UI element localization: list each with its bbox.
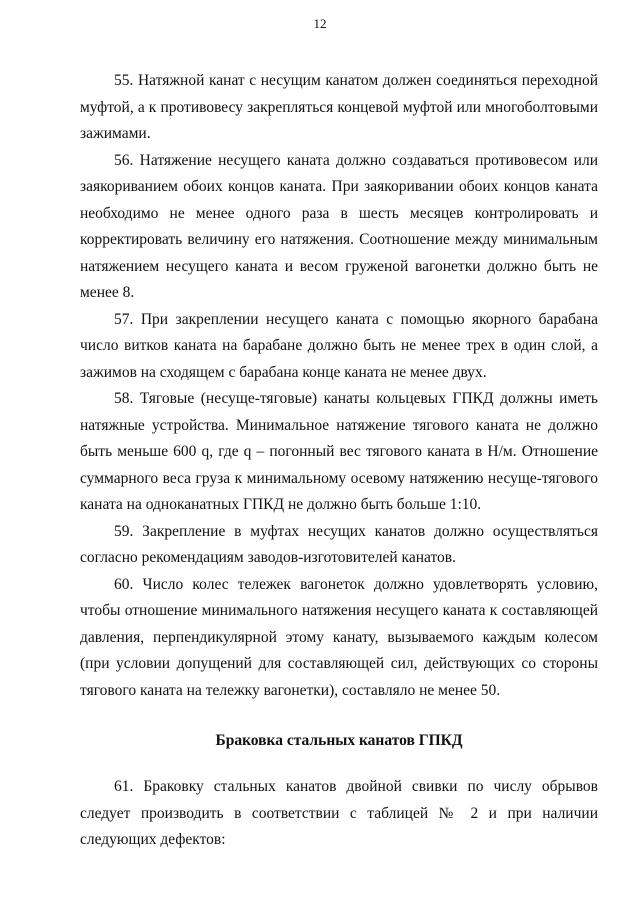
page-number: 12 — [313, 16, 327, 31]
paragraph-55: 55. Натяжной канат с несущим канатом должен соединяться переходной муфтой, а к противовесу закрепляться концевой муфтой или многоболтовыми зажимами. — [80, 72, 598, 142]
paragraph-56: 56. Натяжение несущего каната должно создаваться противовесом или заякориванием обоих концов каната. При заякоривании обоих концов каната необходимо не менее одного раза в шесть месяцев контролировать и корректировать величину его натяжения. Соотношение между минимальным натяжением несущего каната и весом груженой вагонетки должно быть не менее 8. — [80, 151, 598, 301]
paragraph-61: 61. Браковку стальных канатов двойной свивки по числу обрывов следует производить в соответствии с таблицей № 2 и при наличии следующих дефектов: — [80, 778, 598, 848]
paragraph-58: 58. Тяговые (несуще-тяговые) канаты кольцевых ГПКД должны иметь натяжные устройства. Минимальное натяжение тягового каната не должно быть меньше 600 q, где q – погонный вес тягового каната в Н/м. Отношение суммарного веса груза к минимальному осевому натяжению несуще-тягового каната на одноканатных ГПКД не должно быть больше 1:10. — [80, 390, 598, 513]
paragraph-60: 60. Число колес тележек вагонеток должно удовлетворять условию, чтобы отношение минимального натяжения несущего каната к составляющей давления, перпендикулярной этому канату, вызываемого каждым колесом (при условии допущений для составляющей сил, действующих со стороны тягового каната на тележку вагонетки), составляло не менее 50. — [80, 575, 598, 699]
section-heading: Браковка стальных канатов ГПКД — [215, 732, 463, 749]
paragraph-57: 57. При закреплении несущего каната с помощью якорного барабана число витков каната на барабане должно быть не менее трех в один слой, а зажимов на сходящем с барабана конце каната не менее двух. — [80, 310, 598, 381]
document-body — [80, 68, 598, 854]
paragraph-59: 59. Закрепление в муфтах несущих канатов должно осуществляться согласно рекомендациям заводов-изготовителей канатов. — [80, 522, 598, 566]
